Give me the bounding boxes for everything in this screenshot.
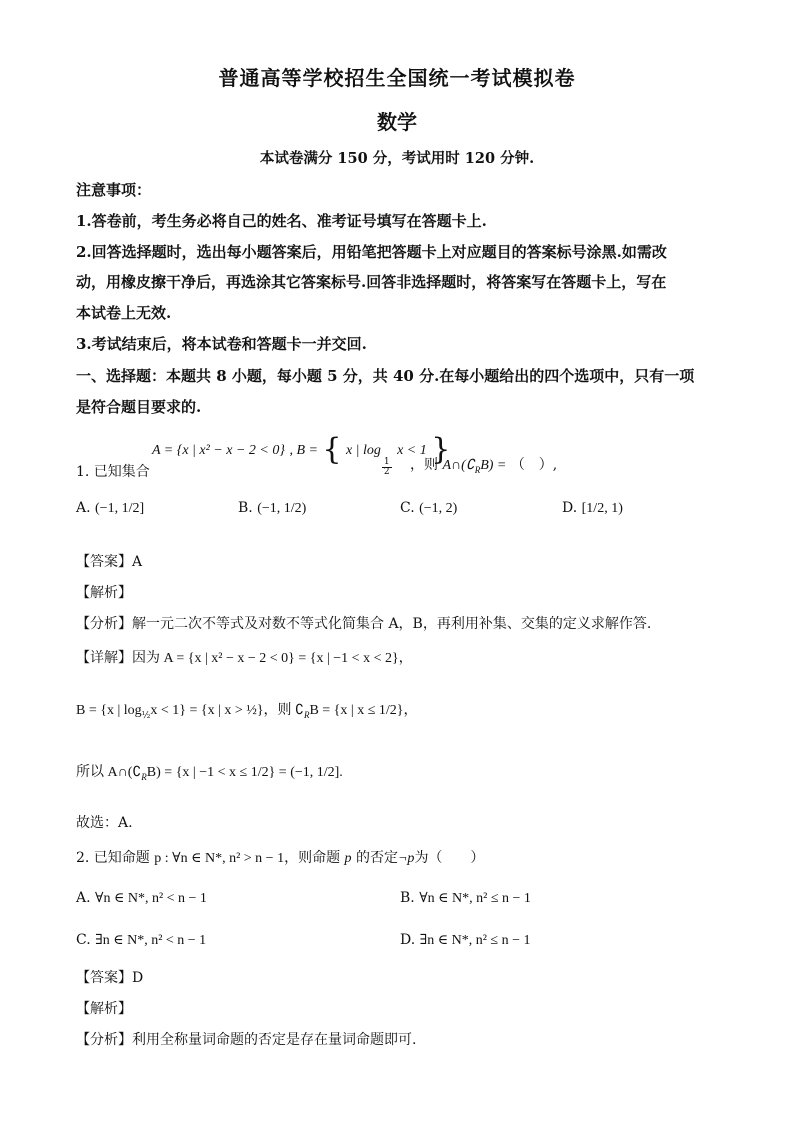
q1-option-c [400, 500, 457, 517]
q2-stem-pre: 2. 已知命题 [76, 850, 150, 866]
q2-answer-tag: 【答案】 [76, 970, 132, 986]
q2-fenxi [76, 1030, 416, 1050]
q1-option-b-label: B. [238, 500, 253, 516]
q1-detail-line-2c: B = {x | x ≤ 1/2}， [309, 703, 418, 718]
q1-option-c-label: C. [400, 500, 415, 516]
q1-answer-value: A [132, 554, 143, 570]
q1-ask-pre: ，则 [410, 457, 438, 473]
q1-answer [76, 552, 142, 572]
q1-fenxi [76, 614, 651, 634]
q2-stem-post: 为（ ） [414, 850, 485, 866]
q1-detail-line-2b: x < 1} = {x | x > ½}，则 ∁ [150, 703, 304, 718]
q1-detail-line-2a: B = {x | log [76, 703, 142, 718]
q1-detail-tag: 【详解】 [76, 650, 132, 666]
exam-info: 本试卷满分 150 分，考试用时 120 分钟. [259, 150, 535, 167]
subject-title: 数学 [377, 110, 417, 134]
q1-detail-line-3b: B) = {x | −1 < x ≤ 1/2} = (−1, 1/2]. [146, 765, 343, 780]
q1-detail-line-1 [76, 648, 413, 669]
q2-stem-notp: ¬p [397, 851, 415, 866]
notice-heading: 注意事项： [76, 181, 152, 199]
q2-option-a [76, 890, 207, 907]
q2-option-a-label: A. [76, 890, 91, 906]
q2-option-c-value: ∃n ∈ N*, n² < n − 1 [95, 933, 207, 948]
q1-fenxi-text: 解一元二次不等式及对数不等式化简集合 A，B，再利用补集、交集的定义求解作答. [132, 616, 652, 632]
notice-item-3: 3.考试结束后，将本试卷和答题卡一并交回. [76, 335, 367, 353]
q1-option-a-value: (−1, 1/2] [95, 501, 145, 516]
q2-fenxi-tag: 【分析】 [76, 1032, 132, 1048]
q1-detail-sub-r: R [303, 709, 310, 720]
q1-detail-log-base: ½ [141, 710, 151, 721]
q2-stem-mid: ，则命题 [284, 850, 341, 866]
q1-blank: （ ）, [510, 457, 558, 473]
q1-ask [410, 455, 557, 480]
q2-option-d [400, 932, 531, 949]
q1-option-b [238, 500, 306, 517]
paper-title: 普通高等学校招生全国统一考试模拟卷 [218, 66, 576, 90]
q2-option-c-label: C. [76, 932, 91, 948]
q2-stem-mid2: 的否定 [355, 850, 398, 866]
notice-item-2-line-1: 2.回答选择题时，选出每小题答案后，用铅笔把答题卡上对应题目的答案标号涂黑.如需改 [76, 243, 667, 261]
q1-option-a-label: A. [76, 500, 91, 516]
q1-option-d-label: D. [562, 500, 578, 516]
q2-stem [76, 848, 484, 869]
q1-option-a [76, 500, 144, 517]
q1-log-base: $\frac{1}{2}$ [383, 457, 390, 477]
q1-detail-line-3a: 所以 A∩(∁ [76, 765, 142, 780]
q2-option-b-label: B. [400, 890, 415, 906]
q1-ask-sub: R [474, 464, 481, 475]
q2-answer-value: D [132, 970, 144, 986]
q1-ask-post: B) = [480, 458, 507, 473]
q2-analysis-tag: 【解析】 [76, 1001, 132, 1017]
q1-brace-right: } [431, 432, 451, 467]
q1-analysis-tag: 【解析】 [76, 585, 132, 601]
notice-item-1: 1.答卷前，考生务必将自己的姓名、准考证号填写在答题卡上. [76, 212, 487, 230]
section-heading-line-1: 一、选择题：本题共 8 小题，每小题 5 分，共 40 分.在每小题给出的四个选项中，只有一项 [76, 367, 695, 385]
q1-set-b-prefix: , B = [289, 443, 318, 458]
q1-detail-line-2 [76, 700, 418, 726]
q1-fenxi-tag: 【分析】 [76, 616, 132, 632]
q2-fenxi-text: 利用全称量词命题的否定是存在量词命题即可. [132, 1032, 417, 1048]
q1-set-b-cond: x < 1 [397, 443, 427, 458]
q1-choose: 故选：A. [76, 815, 133, 831]
q1-detail-line-1-text: 因为 A = {x | x² − x − 2 < 0} = {x | −1 < x < 2}， [132, 651, 413, 666]
q1-option-b-value: (−1, 1/2) [257, 501, 307, 516]
q2-stem-expr: p : ∀n ∈ N*, n² > n − 1 [154, 851, 285, 866]
q1-answer-tag: 【答案】 [76, 554, 132, 570]
notice-item-2-line-2: 动，用橡皮擦干净后，再选涂其它答案标号.回答非选择题时，将答案写在答题卡上，写在 [76, 273, 667, 291]
q1-stem-prefix: 1. 已知集合 [76, 464, 150, 480]
q2-option-d-label: D. [400, 932, 416, 948]
q2-option-d-value: ∃n ∈ N*, n² ≤ n − 1 [419, 933, 531, 948]
notice-item-2-line-3: 本试卷上无效. [76, 304, 172, 322]
section-heading-line-2: 是符合题目要求的. [76, 398, 202, 416]
q1-set-a [152, 432, 451, 477]
q2-option-b-value: ∀n ∈ N*, n² ≤ n − 1 [419, 891, 531, 906]
q1-option-d [562, 500, 623, 517]
q2-answer [76, 968, 143, 988]
q2-stem-p: p [344, 851, 352, 866]
q2-option-a-value: ∀n ∈ N*, n² < n − 1 [95, 891, 207, 906]
q1-detail-line-3-sub: R [141, 771, 147, 782]
q1-brace-left: { [322, 432, 342, 467]
q2-option-b [400, 890, 531, 907]
q1-option-d-value: [1/2, 1) [581, 501, 623, 516]
q1-set-b-log: x | log [345, 443, 381, 458]
q1-option-c-value: (−1, 2) [419, 501, 458, 516]
q2-option-c [76, 932, 206, 949]
q1-detail-line-3 [76, 762, 343, 787]
q1-ask-expr: A∩(∁ [442, 458, 475, 473]
q1-set-a-expr: A = {x | x² − x − 2 < 0} [152, 443, 285, 458]
